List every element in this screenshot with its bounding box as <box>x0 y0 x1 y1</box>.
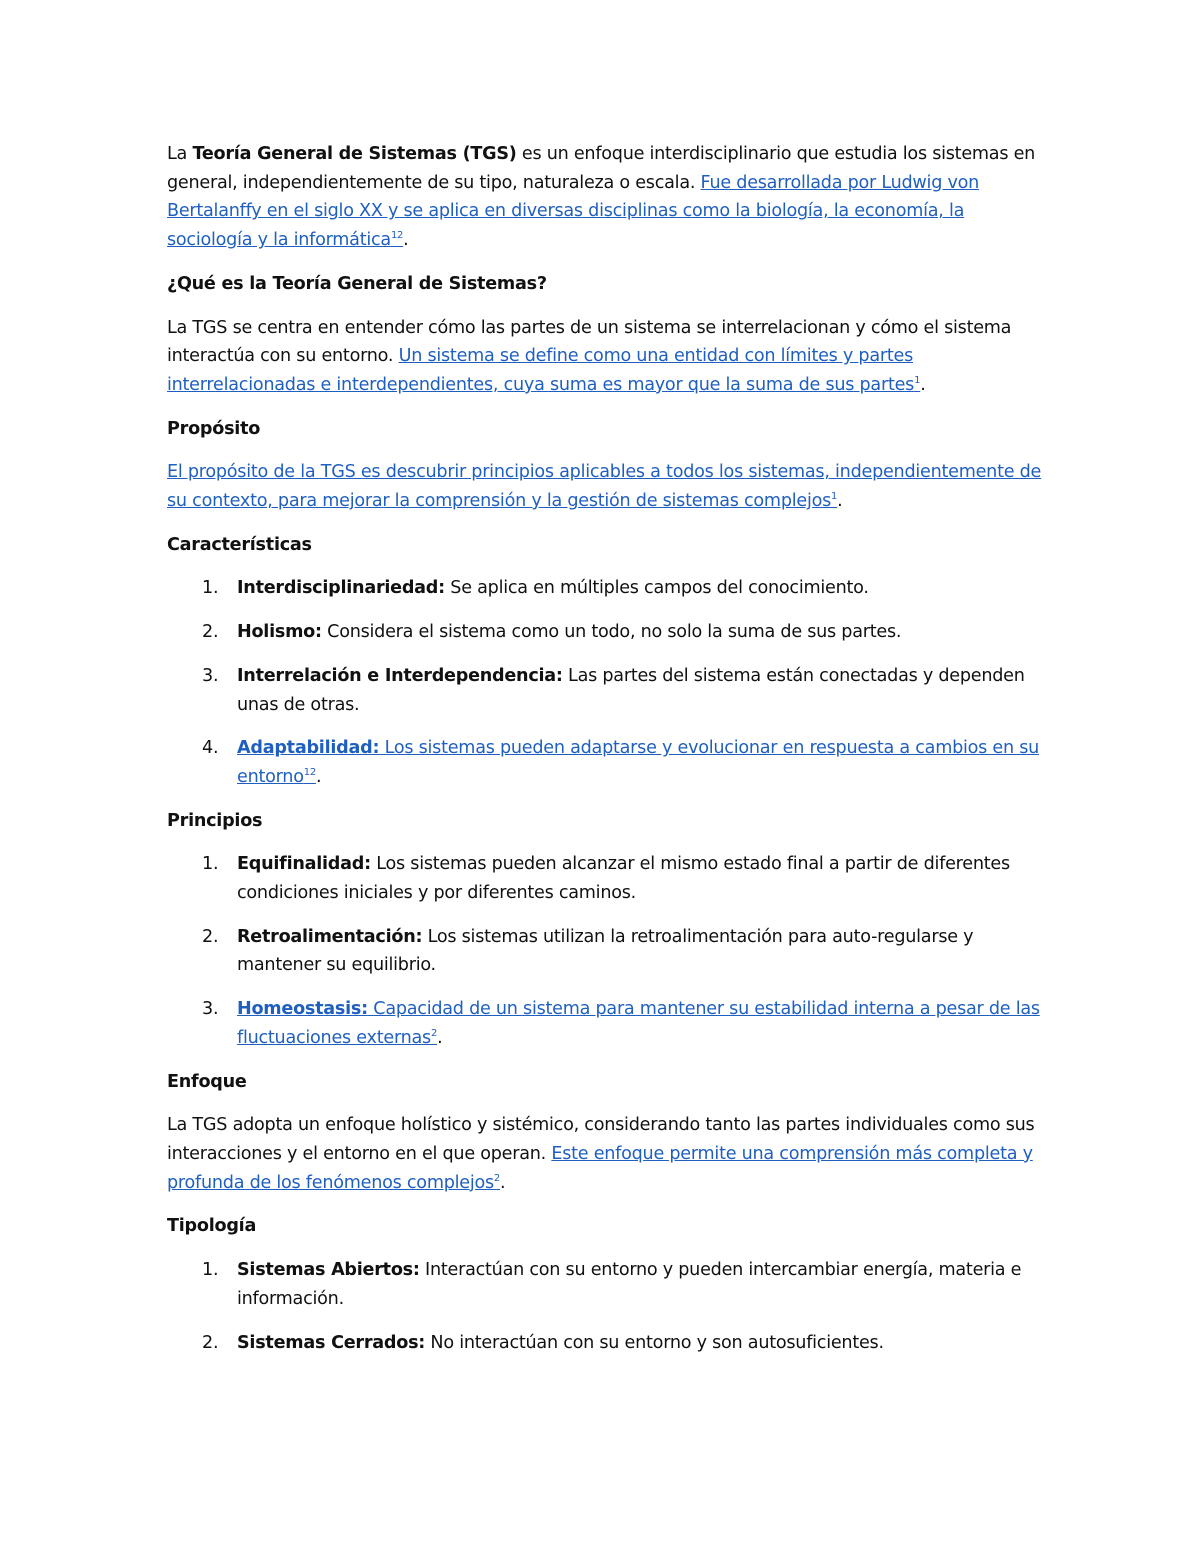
list-term: Sistemas Abiertos: <box>237 1260 420 1281</box>
proposito-paragraph: El propósito de la TGS es descubrir principios aplicables a todos los sistemas, independientemente de su contexto, para mejorar la comprensión y la gestión de sistemas complejos$^1$. <box>167 462 1042 512</box>
list-item: 2. Sistemas Cerrados: No interactúan con su entorno y son autosuficientes. <box>167 1329 1042 1358</box>
list-number: 3. <box>202 999 219 1020</box>
list-term: Holismo: <box>237 622 322 643</box>
heading-que-es: ¿Qué es la Teoría General de Sistemas? <box>167 273 547 294</box>
adaptabilidad-footnote-ref[interactable]: 12 <box>303 766 316 778</box>
list-item: 4. Adaptabilidad: Los sistemas pueden adaptarse y evolucionar en respuesta a cambios en su entorno$^{12}$. <box>167 734 1042 791</box>
caracteristicas-list <box>167 574 1042 791</box>
proposito-citation-link[interactable]: El propósito de la TGS es descubrir principios aplicables a todos los sistemas, independientemente de su contexto, para mejorar la comprensión y la gestión de sistemas complejos$^1$ <box>167 462 1042 512</box>
enfoque-citation-link[interactable]: Este enfoque permite una comprensión más completa y profunda de los fenómenos complejos$^2$ <box>167 1143 1033 1193</box>
list-item: 1. Interdisciplinariedad: Se aplica en múltiples campos del conocimiento. <box>167 574 1042 603</box>
list-item: 1. Equifinalidad: Los sistemas pueden alcanzar el mismo estado final a partir de diferentes condiciones iniciales y por diferentes caminos. <box>167 850 1042 907</box>
list-number: 1. <box>202 854 219 875</box>
enfoque-paragraph: La TGS adopta un enfoque holístico y sistémico, considerando tanto las partes individuales como sus interacciones y el entorno en el que operan. Este enfoque permite una comprensión más completa y profunda de los fenómenos complejos$^2$. <box>167 1115 1035 1193</box>
heading-tipologia: Tipología <box>167 1216 257 1237</box>
list-number: 2. <box>202 926 219 947</box>
heading-principios: Principios <box>167 810 263 831</box>
list-number: 2. <box>202 1332 219 1353</box>
tipologia-list <box>167 1256 1042 1357</box>
que-es-footnote-ref[interactable]: 1 <box>914 374 921 386</box>
intro-footnote-ref[interactable]: 12 <box>390 230 404 242</box>
list-term: Sistemas Cerrados: <box>237 1332 426 1353</box>
list-number: 2. <box>202 622 219 643</box>
heading-proposito: Propósito <box>167 418 261 439</box>
list-number: 1. <box>202 578 219 599</box>
list-term: Interrelación e Interdependencia: <box>237 665 563 686</box>
list-number: 1. <box>202 1260 219 1281</box>
heading-caracteristicas: Características <box>167 534 312 555</box>
que-es-paragraph: La TGS se centra en entender cómo las partes de un sistema se interrelacionan y cómo el sistema interactúa con su entorno. Un sistema se define como una entidad con límites y partes interrelacionadas e interdependientes, cuya suma es mayor que la suma de sus partes$^1$. <box>167 317 1012 395</box>
intro-paragraph: La Teoría General de Sistemas (TGS) es un enfoque interdisciplinario que estudia los sistemas en general, independientemente de su tipo, naturaleza o escala. Fue desarrollada por Ludwig von Bertalanffy en el siglo XX y se aplica en diversas disciplinas como la biología, la economía, la sociología y la informática$^{12}$. <box>167 144 1036 251</box>
list-item: 3. Interrelación e Interdependencia: Las partes del sistema están conectadas y dependen unas de otras. <box>167 662 1042 719</box>
que-es-citation-link[interactable]: Un sistema se define como una entidad con límites y partes interrelacionadas e interdependientes, cuya suma es mayor que la suma de sus partes$^1$ <box>167 346 921 395</box>
homeostasis-citation-link[interactable]: Homeostasis: Capacidad de un sistema para mantener su estabilidad interna a pesar de las fluctuaciones externas$^2$ <box>237 999 1040 1048</box>
enfoque-footnote-ref[interactable]: 2 <box>493 1172 501 1184</box>
principios-list <box>167 850 1042 1052</box>
list-number: 3. <box>202 665 219 686</box>
document-body <box>167 140 1042 1372</box>
list-term: Interdisciplinariedad: <box>237 578 445 599</box>
list-item: 2. Retroalimentación: Los sistemas utilizan la retroalimentación para auto-regularse y mantener su equilibrio. <box>167 923 1042 980</box>
list-term: Retroalimentación: <box>237 926 423 947</box>
list-term: Equifinalidad: <box>237 854 371 875</box>
homeostasis-footnote-ref[interactable]: 2 <box>430 1027 438 1039</box>
heading-enfoque: Enfoque <box>167 1071 247 1092</box>
proposito-footnote-ref[interactable]: 1 <box>831 491 838 503</box>
list-item: 3. Homeostasis: Capacidad de un sistema para mantener su estabilidad interna a pesar de las fluctuaciones externas$^2$. <box>167 995 1042 1052</box>
intro-citation-link[interactable]: Fue desarrollada por Ludwig von Bertalanffy en el siglo XX y se aplica en diversas disciplinas como la biología, la economía, la sociología y la informática$^{12}$ <box>167 172 980 251</box>
intro-bold-term: Teoría General de Sistemas (TGS) <box>192 144 517 164</box>
list-item: 2. Holismo: Considera el sistema como un todo, no solo la suma de sus partes. <box>167 618 1042 647</box>
list-item: 1. Sistemas Abiertos: Interactúan con su entorno y pueden intercambiar energía, materia e información. <box>167 1256 1042 1313</box>
adaptabilidad-citation-link[interactable]: Adaptabilidad: Los sistemas pueden adaptarse y evolucionar en respuesta a cambios en su entorno$^{12}$ <box>237 738 1040 787</box>
list-number: 4. <box>202 738 219 759</box>
